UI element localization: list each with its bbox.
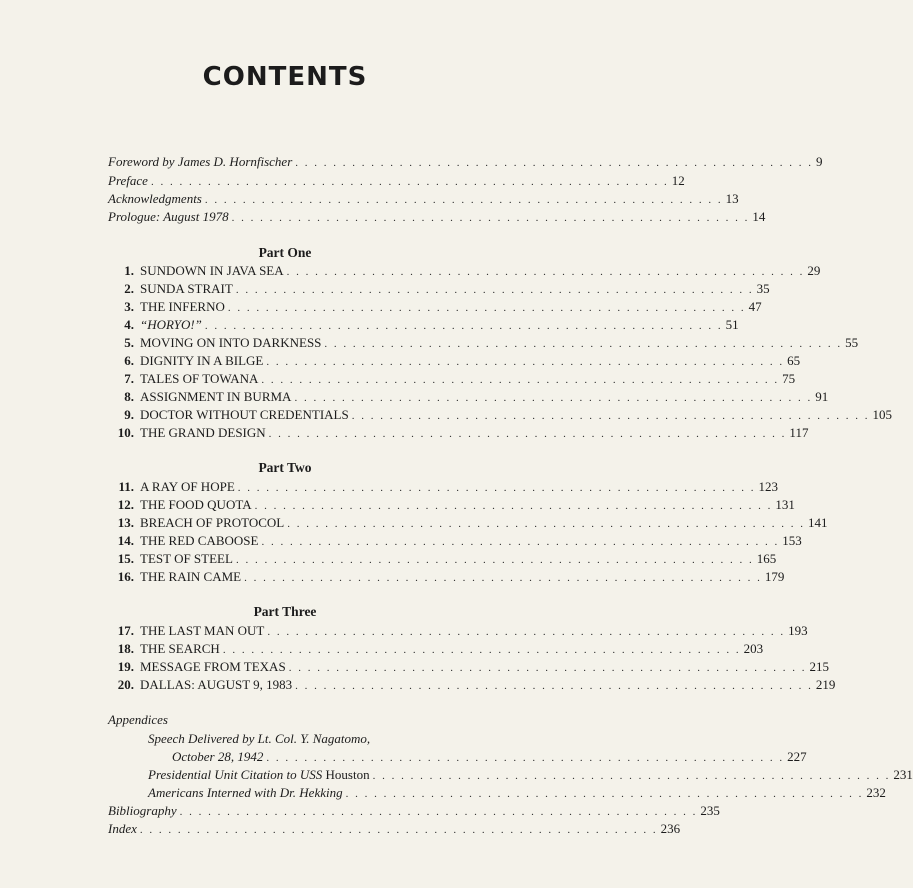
toc-entry-citation[interactable] [148,766,913,784]
toc-entry-preface[interactable] [108,172,685,190]
part-heading: Part Two [258,460,312,475]
chapter-title: ASSIGNMENT IN BURMA [140,389,292,404]
toc-entry-chapter[interactable] [108,478,779,496]
toc-entry-chapter[interactable] [108,550,777,568]
toc-entry-chapter[interactable] [108,568,785,586]
entry-page: 9 [816,154,823,169]
leader-dots: . . . . . . . . . . . . . . . . . . . . . . . . . . . . . . . . . . . . . . . . . . . . . . . . . . . . . . . [268,428,787,440]
entry-page: 227 [787,749,807,764]
chapter-title: DALLAS: AUGUST 9, 1983 [140,677,293,692]
toc-entry-bibliography[interactable] [108,802,720,820]
toc-entry-chapter[interactable] [108,622,808,640]
chapter-title: THE INFERNO [140,299,225,314]
chapter-number: 10. [117,425,134,440]
entry-page: 219 [815,677,836,692]
leader-dots: . . . . . . . . . . . . . . . . . . . . . . . . . . . . . . . . . . . . . . . . . . . . . . . . . . . . . . . [254,500,773,512]
entry-label: Foreword by James D. Hornfischer [108,154,293,169]
chapter-title: DIGNITY IN A BILGE [140,353,264,368]
entry-label: Prologue: August 1978 [108,209,229,224]
toc-entry-speech[interactable] [172,748,807,766]
chapter-title: “HORYO!” [140,317,202,332]
toc-entry-chapter[interactable] [108,370,796,388]
chapter-number: 8. [124,389,134,404]
chapter-title: DOCTOR WITHOUT CREDENTIALS [140,407,349,422]
toc-entry-chapter[interactable] [108,352,801,370]
toc-entry-chapter[interactable] [108,676,836,694]
entry-page: 235 [700,803,720,818]
chapter-number: 5. [124,335,134,350]
entry-page: 35 [756,281,770,296]
leader-dots: . . . . . . . . . . . . . . . . . . . . . . . . . . . . . . . . . . . . . . . . . . . . . . . . . . . . . . . [237,482,756,494]
chapter-title: THE SEARCH [140,641,220,656]
chapter-title: THE RAIN CAME [140,569,242,584]
entry-page: 47 [748,299,762,314]
leader-dots: . . . . . . . . . . . . . . . . . . . . . . . . . . . . . . . . . . . . . . . . . . . . . . . . . . . . . . . [295,680,813,692]
entry-label: Americans Interned with Dr. Hekking [148,785,343,800]
speech-title-line1[interactable]: Speech Delivered by Lt. Col. Y. Nagatomo, [148,731,371,746]
part-heading: Part Three [253,604,317,619]
chapter-number: 19. [117,659,134,674]
chapter-number: 11. [118,479,134,494]
entry-page: 29 [807,263,821,278]
chapter-title: THE RED CABOOSE [140,533,259,548]
entry-page: 55 [845,335,859,350]
leader-dots: . . . . . . . . . . . . . . . . . . . . . . . . . . . . . . . . . . . . . . . . . . . . . . . . . . . . . . . [204,320,723,332]
chapter-number: 9. [124,407,134,422]
leader-dots: . . . . . . . . . . . . . . . . . . . . . . . . . . . . . . . . . . . . . . . . . . . . . . . . . . . . . . . [222,644,741,656]
entry-label: Bibliography [108,803,177,818]
entry-page: 179 [764,569,785,584]
chapter-number: 6. [124,353,134,368]
chapter-title: THE FOOD QUOTA [140,497,252,512]
entry-page: 123 [758,479,779,494]
leader-dots: . . . . . . . . . . . . . . . . . . . . . . . . . . . . . . . . . . . . . . . . . . . . . . . . . . . . . . . [324,338,843,350]
entry-page: 91 [815,389,829,404]
entry-page: 14 [752,209,766,224]
chapter-title: TALES OF TOWANA [140,371,259,386]
leader-dots: . . . . . . . . . . . . . . . . . . . . . . . . . . . . . . . . . . . . . . . . . . . . . . . . . . . . . . . [139,824,658,836]
chapter-title: BREACH OF PROTOCOL [140,515,285,530]
entry-page: 215 [809,659,829,674]
toc-entry-chapter[interactable] [108,316,739,334]
leader-dots: . . . . . . . . . . . . . . . . . . . . . . . . . . . . . . . . . . . . . . . . . . . . . . . . . . . . . . . [345,788,864,800]
leader-dots: . . . . . . . . . . . . . . . . . . . . . . . . . . . . . . . . . . . . . . . . . . . . . . . . . . . . . . . [288,662,807,674]
toc-entry-chapter[interactable] [108,388,829,406]
leader-dots: . . . . . . . . . . . . . . . . . . . . . . . . . . . . . . . . . . . . . . . . . . . . . . . . . . . . . . . [267,626,786,638]
leader-dots: . . . . . . . . . . . . . . . . . . . . . . . . . . . . . . . . . . . . . . . . . . . . . . . . . . . . . . . [294,392,813,404]
toc-entry-chapter[interactable] [108,640,764,658]
leader-dots: . . . . . . . . . . . . . . . . . . . . . . . . . . . . . . . . . . . . . . . . . . . . . . . . . . . . . . . [204,194,723,206]
entry-page: 236 [660,821,681,836]
leader-dots: . . . . . . . . . . . . . . . . . . . . . . . . . . . . . . . . . . . . . . . . . . . . . . . . . . . . . . . [227,302,746,314]
chapter-number: 1. [124,263,134,278]
chapter-number: 14. [117,533,134,548]
entry-label: October 28, 1942 [172,749,264,764]
chapter-title: MOVING ON INTO DARKNESS [140,335,322,350]
leader-dots: . . . . . . . . . . . . . . . . . . . . . . . . . . . . . . . . . . . . . . . . . . . . . . . . . . . . . . . [266,752,785,764]
toc-entry-interned[interactable] [148,784,886,802]
entry-page: 232 [866,785,886,800]
leader-dots: . . . . . . . . . . . . . . . . . . . . . . . . . . . . . . . . . . . . . . . . . . . . . . . . . . . . . . . [235,284,754,296]
leader-dots: . . . . . . . . . . . . . . . . . . . . . . . . . . . . . . . . . . . . . . . . . . . . . . . . . . . . . . . [235,554,754,566]
chapter-title: THE LAST MAN OUT [140,623,265,638]
toc-entry-chapter[interactable] [108,496,795,514]
toc-entry-chapter[interactable] [108,298,762,316]
toc-entry-chapter[interactable] [108,424,809,442]
chapter-number: 15. [117,551,134,566]
leader-dots: . . . . . . . . . . . . . . . . . . . . . . . . . . . . . . . . . . . . . . . . . . . . . . . . . . . . . . . [295,157,814,169]
chapter-number: 3. [124,299,134,314]
toc-entry-chapter[interactable] [108,658,829,676]
entry-page: 141 [807,515,828,530]
chapter-title: MESSAGE FROM TEXAS [140,659,286,674]
leader-dots: . . . . . . . . . . . . . . . . . . . . . . . . . . . . . . . . . . . . . . . . . . . . . . . . . . . . . . . [261,374,780,386]
entry-page: 75 [782,371,796,386]
chapter-number: 12. [117,497,134,512]
chapter-title: TEST OF STEEL [140,551,233,566]
entry-page: 13 [725,191,739,206]
page-title: CONTENTS [202,62,368,92]
entry-page: 153 [782,533,802,548]
entry-page: 51 [725,317,739,332]
entry-label: Index [108,821,137,836]
entry-page: 193 [788,623,808,638]
entry-page: 203 [743,641,764,656]
entry-page: 65 [787,353,801,368]
chapter-number: 4. [124,317,134,332]
chapter-title: THE GRAND DESIGN [140,425,266,440]
chapter-number: 20. [117,677,134,692]
leader-dots: . . . . . . . . . . . . . . . . . . . . . . . . . . . . . . . . . . . . . . . . . . . . . . . . . . . . . . . [286,266,805,278]
leader-dots: . . . . . . . . . . . . . . . . . . . . . . . . . . . . . . . . . . . . . . . . . . . . . . . . . . . . . . . [150,176,669,188]
toc-entry-chapter[interactable] [108,532,802,550]
toc-entry-chapter[interactable] [108,280,770,298]
entry-page: 105 [872,407,892,422]
citation-ship: Houston [325,767,370,782]
toc-entry-chapter[interactable] [108,406,892,424]
leader-dots: . . . . . . . . . . . . . . . . . . . . . . . . . . . . . . . . . . . . . . . . . . . . . . . . . . . . . . . [351,410,870,422]
entry-page: 131 [775,497,795,512]
chapter-number: 16. [117,569,134,584]
leader-dots: . . . . . . . . . . . . . . . . . . . . . . . . . . . . . . . . . . . . . . . . . . . . . . . . . . . . . . . [287,518,805,530]
appendices-heading: Appendices [108,712,168,727]
leader-dots: . . . . . . . . . . . . . . . . . . . . . . . . . . . . . . . . . . . . . . . . . . . . . . . . . . . . . . . [231,212,750,224]
chapter-title: A RAY OF HOPE [140,479,235,494]
toc-entry-chapter[interactable] [108,334,859,352]
toc-entry-chapter[interactable] [108,514,828,532]
chapter-number: 7. [124,371,134,386]
entry-page: 165 [756,551,777,566]
chapter-number: 18. [117,641,134,656]
leader-dots: . . . . . . . . . . . . . . . . . . . . . . . . . . . . . . . . . . . . . . . . . . . . . . . . . . . . . . . [244,572,762,584]
chapter-number: 17. [117,623,134,638]
citation-prefix: Presidential Unit Citation to USS [148,767,326,782]
toc-entry-prologue[interactable] [108,208,766,226]
part-heading: Part One [258,245,312,260]
toc-entry-index[interactable] [108,820,681,838]
entry-label: Preface [108,173,148,188]
entry-label [148,766,370,784]
chapter-title: SUNDA STRAIT [140,281,233,296]
entry-label: Acknowledgments [108,191,202,206]
chapter-title: SUNDOWN IN JAVA SEA [140,263,284,278]
leader-dots: . . . . . . . . . . . . . . . . . . . . . . . . . . . . . . . . . . . . . . . . . . . . . . . . . . . . . . . [372,770,891,782]
toc-entry-acknowledgments[interactable] [108,190,739,208]
leader-dots: . . . . . . . . . . . . . . . . . . . . . . . . . . . . . . . . . . . . . . . . . . . . . . . . . . . . . . . [261,536,780,548]
entry-page: 117 [789,425,809,440]
toc-entry-chapter[interactable] [108,262,821,280]
entry-page: 12 [671,173,685,188]
leader-dots: . . . . . . . . . . . . . . . . . . . . . . . . . . . . . . . . . . . . . . . . . . . . . . . . . . . . . . . [179,806,698,818]
toc-entry-foreword[interactable] [108,153,823,171]
chapter-number: 13. [117,515,134,530]
chapter-number: 2. [124,281,134,296]
leader-dots: . . . . . . . . . . . . . . . . . . . . . . . . . . . . . . . . . . . . . . . . . . . . . . . . . . . . . . . [266,356,785,368]
entry-page: 231 [893,767,913,782]
